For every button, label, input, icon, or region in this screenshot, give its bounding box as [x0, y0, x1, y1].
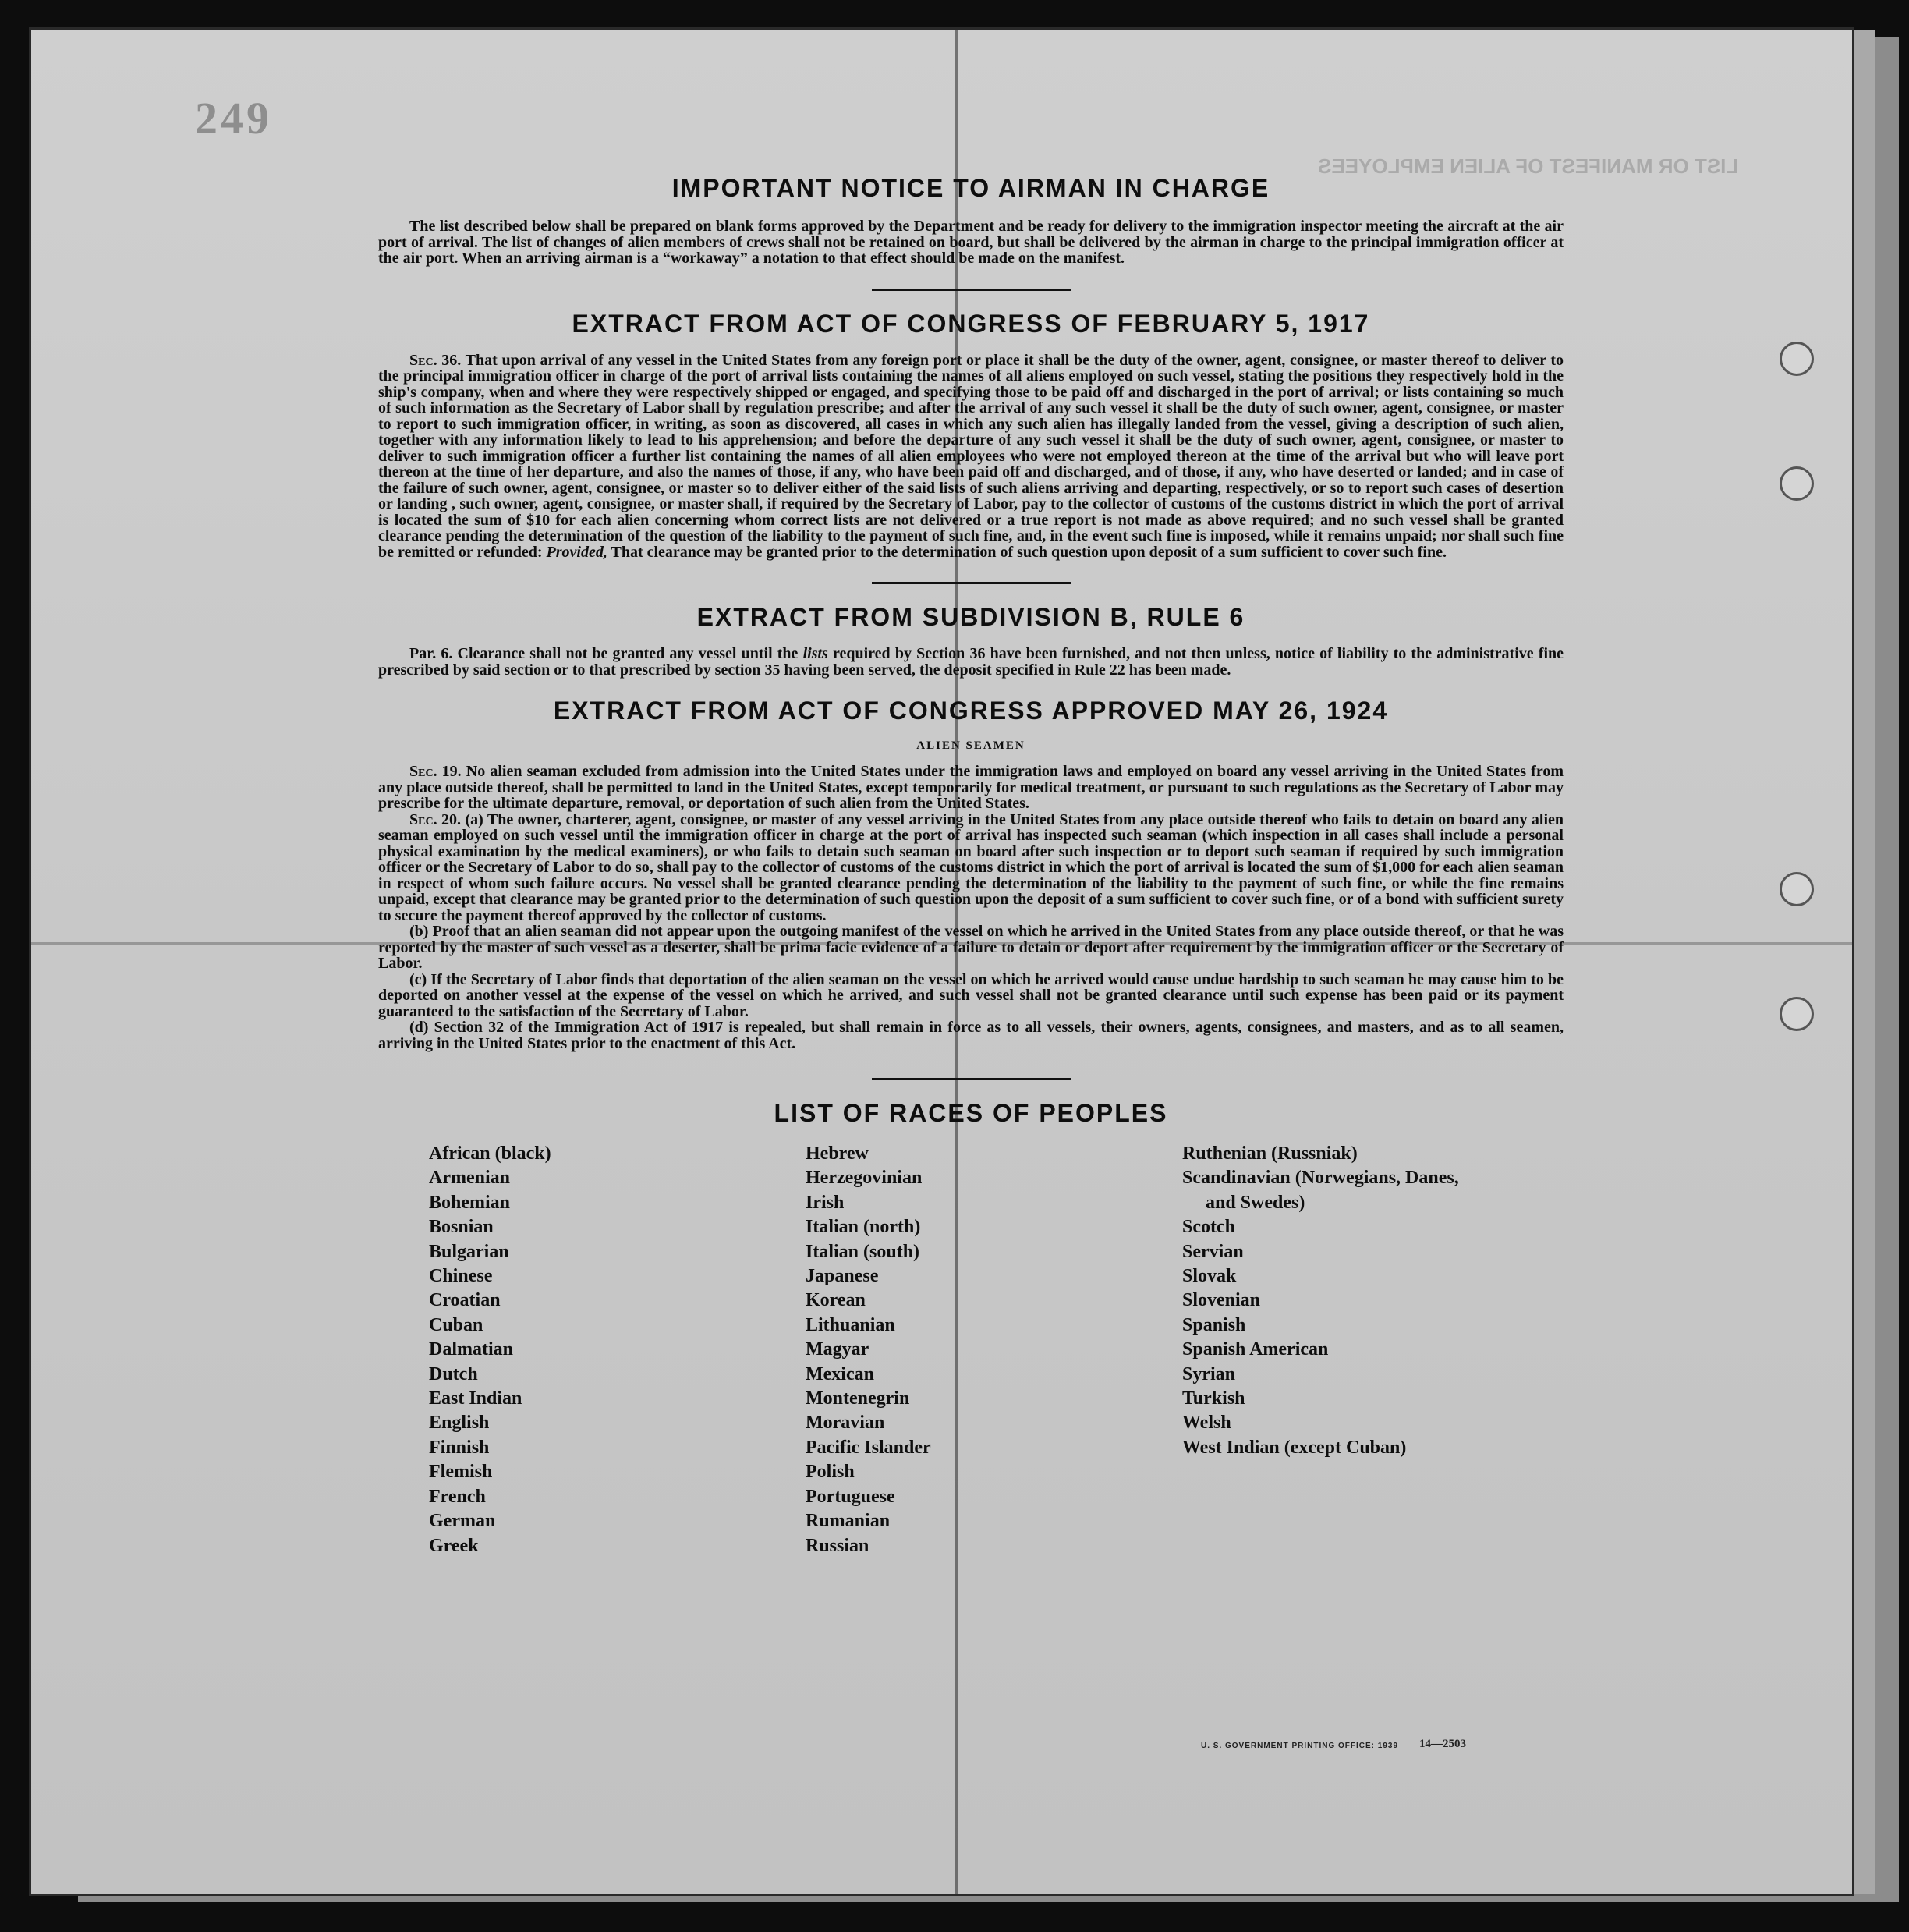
race-item: Flemish: [429, 1462, 493, 1483]
races-column-1: [429, 1142, 806, 1558]
race-item: Syrian: [1182, 1363, 1236, 1384]
extract-rule6-section: [378, 603, 1564, 678]
extract-1917-title: EXTRACT FROM ACT OF CONGRESS OF FEBRUARY 5, 1917: [572, 309, 1370, 338]
races-column-3: [1182, 1142, 1559, 1558]
race-item: German: [429, 1511, 496, 1532]
sec-36-label: Sec. 36.: [409, 351, 462, 369]
race-item: Greek: [429, 1535, 479, 1556]
extract-rule6-body: Par. 6. Clearance shall not be granted any vessel until the lists required by Section 36 have been furnished, and not then unless, notice of liability to the administrative fine prescribed by said section or to that prescribed by section 35 having been served, the deposit specified in Rule 22 has been made.: [378, 645, 1564, 679]
binder-hole: [1780, 342, 1814, 376]
race-item: Magyar: [806, 1339, 869, 1360]
extract-1917-body: Sec. 36. That upon arrival of any vessel in the United States from any foreign port or place it shall be the duty of the owner, agent, consignee, or master thereof to deliver to the principal immigration officer in charge of the port of arrival lists containing the names of all aliens employed on such vessel, stating the positions they respectively hold in the ship's company, when and where they were respectively shipped or engaged, and specifying those to be paid off and discharged in the port of arrival; or lists containing so much of such information as the Secretary of Labor shall by regulation prescribe; and after the arrival of any such vessel it shall be the duty of such owner, agent, consignee, or master to report to such immigration officer, in writing, as soon as discovered, all cases in which any such alien has illegally landed from the vessel, giving a description of such alien, together with any information likely to lead to his apprehension; and before the departure of any such vessel it shall be the duty of such owner, agent, consignee, or master to deliver to such immigration officer a further list containing the names of all alien employees who were not employed thereon at the time of the arrival but who will leave port thereon at the time of her departure, and also the names of those, if any, who have been paid off and discharged, and of those, if any, who have deserted or landed; and in case of the failure of such owner, agent, consignee, or master so to deliver either of the said lists of such aliens arriving and departing, respectively, or so to report such cases of desertion or landing , such owner, agent, consignee, or master shall, if required by the Secretary of Labor, pay to the collector of customs of the customs district in which the port of arrival is located the sum of $10 for each alien concerning whom correct lists are not delivered or a true report is not made as above required; and no such vessel shall be granted clearance pending the determination of the question of the liability to the payment of such fine, and, in the event such fine is imposed, while it remains unpaid; nor shall such fine be remitted or refunded: Provided, That clearance may be granted prior to the determination of such question upon deposit of a sum sufficient to cover such fine.: [378, 351, 1564, 561]
race-item: French: [429, 1486, 486, 1507]
sec-19-paragraph: Sec. 19. No alien seaman excluded from admission into the United States under the immigration laws and employed on board any vessel arriving in the United States from any place outside thereof, shall be permitted to land in the United States, except temporarily for medical treatment, or pursuant to such regulations as the Secretary of Labor may prescribe for the ultimate departure, removal, or deportation of such alien from the United States.: [378, 763, 1564, 812]
race-item: Rumanian: [806, 1511, 891, 1532]
extract-1917-section: [378, 310, 1564, 585]
sec-20b-paragraph: (b) Proof that an alien seaman did not appear upon the outgoing manifest of the vessel on which he arrived in the United States from any place outside thereof, or that he was reported by the master of such vessel as a deserter, shall be prima facie evidence of a failure to detain or deport after requirement by the immigration officer or the Secretary of Labor.: [378, 923, 1564, 972]
handwritten-page-number: 249: [195, 93, 272, 144]
binder-hole: [1780, 872, 1814, 906]
race-item: Chinese: [429, 1266, 493, 1287]
provided-word: Provided,: [546, 543, 607, 561]
race-item: Dutch: [429, 1363, 478, 1384]
race-item: Armenian: [429, 1168, 510, 1189]
race-item: Russian: [806, 1535, 869, 1556]
race-item: Hebrew: [806, 1143, 869, 1164]
race-item: Spanish: [1182, 1314, 1246, 1335]
race-item: Bulgarian: [429, 1241, 509, 1262]
alien-seamen-subtitle: ALIEN SEAMEN: [916, 739, 1025, 752]
section-divider: [872, 1078, 1071, 1080]
bleed-through-text: LIST OR MANIFEST OF ALIEN EMPLOYEES: [1318, 154, 1739, 178]
race-item-continuation: and Swedes): [1206, 1192, 1305, 1213]
race-item: Bosnian: [429, 1217, 494, 1238]
race-item: Polish: [806, 1462, 855, 1483]
race-item: Slovenian: [1182, 1290, 1261, 1311]
extract-rule6-title: EXTRACT FROM SUBDIVISION B, RULE 6: [696, 603, 1245, 631]
race-item: Portuguese: [806, 1486, 895, 1507]
section-divider: [872, 582, 1071, 584]
races-section: [378, 1099, 1564, 1558]
sec-20d-paragraph: (d) Section 32 of the Immigration Act of 1917 is repealed, but shall remain in force as to all vessels, their owners, agents, consignees, and masters, and as to all seamen, arriving in the United States prior to the enactment of this Act.: [378, 1019, 1564, 1052]
document-page: [31, 30, 1852, 1894]
race-item: Pacific Islander: [806, 1437, 931, 1458]
races-column-2: [806, 1142, 1182, 1558]
race-item: Italian (north): [806, 1217, 921, 1238]
race-item: Korean: [806, 1290, 866, 1311]
race-item: Bohemian: [429, 1192, 511, 1213]
race-item: Slovak: [1182, 1266, 1237, 1287]
race-item: Finnish: [429, 1437, 490, 1458]
race-item: Spanish American: [1182, 1339, 1329, 1360]
race-item: Herzegovinian: [806, 1168, 923, 1189]
printer-imprint: U. S. GOVERNMENT PRINTING OFFICE: 1939: [1201, 1742, 1399, 1750]
notice-title: IMPORTANT NOTICE TO AIRMAN IN CHARGE: [671, 174, 1270, 202]
race-item: Cuban: [429, 1314, 483, 1335]
race-item: Ruthenian (Russniak): [1182, 1143, 1358, 1164]
binder-hole: [1780, 997, 1814, 1031]
race-item: Croatian: [429, 1290, 501, 1311]
race-item: Dalmatian: [429, 1339, 513, 1360]
race-item: Japanese: [806, 1266, 879, 1287]
race-item: West Indian (except Cuban): [1182, 1437, 1407, 1458]
races-columns: [378, 1142, 1564, 1558]
race-item: Servian: [1182, 1241, 1244, 1262]
binder-hole: [1780, 466, 1814, 501]
race-item: Turkish: [1182, 1388, 1245, 1409]
race-item: Scotch: [1182, 1217, 1235, 1238]
races-title: LIST OF RACES OF PEOPLES: [774, 1099, 1168, 1127]
race-item: Montenegrin: [806, 1388, 910, 1409]
extract-1924-section: [378, 697, 1564, 1080]
race-item: Scandinavian (Norwegians, Danes,: [1182, 1168, 1459, 1189]
sec-20c-paragraph: (c) If the Secretary of Labor finds that deportation of the alien seaman on the vessel on which he arrived would cause undue hardship to such seaman he may cause him to be deported on another vessel at the expense of the vessel on which he arrived, and such vessel shall not be granted clearance until such expense has been paid or its payment guaranteed to the satisfaction of the Secretary of Labor.: [378, 970, 1564, 1020]
sec-20a-paragraph: Sec. 20. (a) The owner, charterer, agent, consignee, or master of any vessel arriving in the United States from any place outside thereof who fails to detain on board any alien seaman employed on such vessel until the immigration officer in charge at the port of arrival has inspected such seaman (which inspection in all cases shall include a personal physical examination by the medical examiners), or who fails to detain such seaman on board after such inspection or to deport such seaman if required by such immigration officer or the Secretary of Labor to do so, shall pay to the collector of customs of the customs district in which the port of arrival is located the sum of $1,000 for each alien seaman in respect of whom such failure occurs. No vessel shall be granted clearance pending the determination of the liability to the payment of such fine, or while the fine remains unpaid, except that clearance may be granted prior to the determination of such question upon the deposit of a sum sufficient to cover such fine, or of a bond with sufficient surety to secure the payment thereof approved by the collector of customs.: [378, 810, 1564, 924]
race-item: Irish: [806, 1192, 845, 1213]
race-item: Moravian: [806, 1413, 885, 1434]
race-item: Welsh: [1182, 1413, 1231, 1434]
race-item: African (black): [429, 1143, 551, 1164]
document-content: [378, 174, 1564, 1558]
notice-body: The list described below shall be prepared on blank forms approved by the Department and be ready for delivery to the immigration inspector meeting the aircraft at the air port of arrival. The list of changes of alien members of crews shall not be retained on board, but shall be delivered by the airman in charge to the principal immigration officer at the air port. When an arriving airman is a “workaway” a notation to that effect should be made on the manifest.: [378, 218, 1564, 267]
form-number: 14—2503: [1419, 1738, 1466, 1750]
race-item: East Indian: [429, 1388, 522, 1409]
section-divider: [872, 289, 1071, 291]
extract-1924-title: EXTRACT FROM ACT OF CONGRESS APPROVED MAY 26, 1924: [553, 697, 1389, 725]
race-item: Italian (south): [806, 1241, 920, 1262]
race-item: English: [429, 1413, 490, 1434]
notice-section: [378, 174, 1564, 291]
race-item: Lithuanian: [806, 1314, 895, 1335]
race-item: Mexican: [806, 1363, 874, 1384]
